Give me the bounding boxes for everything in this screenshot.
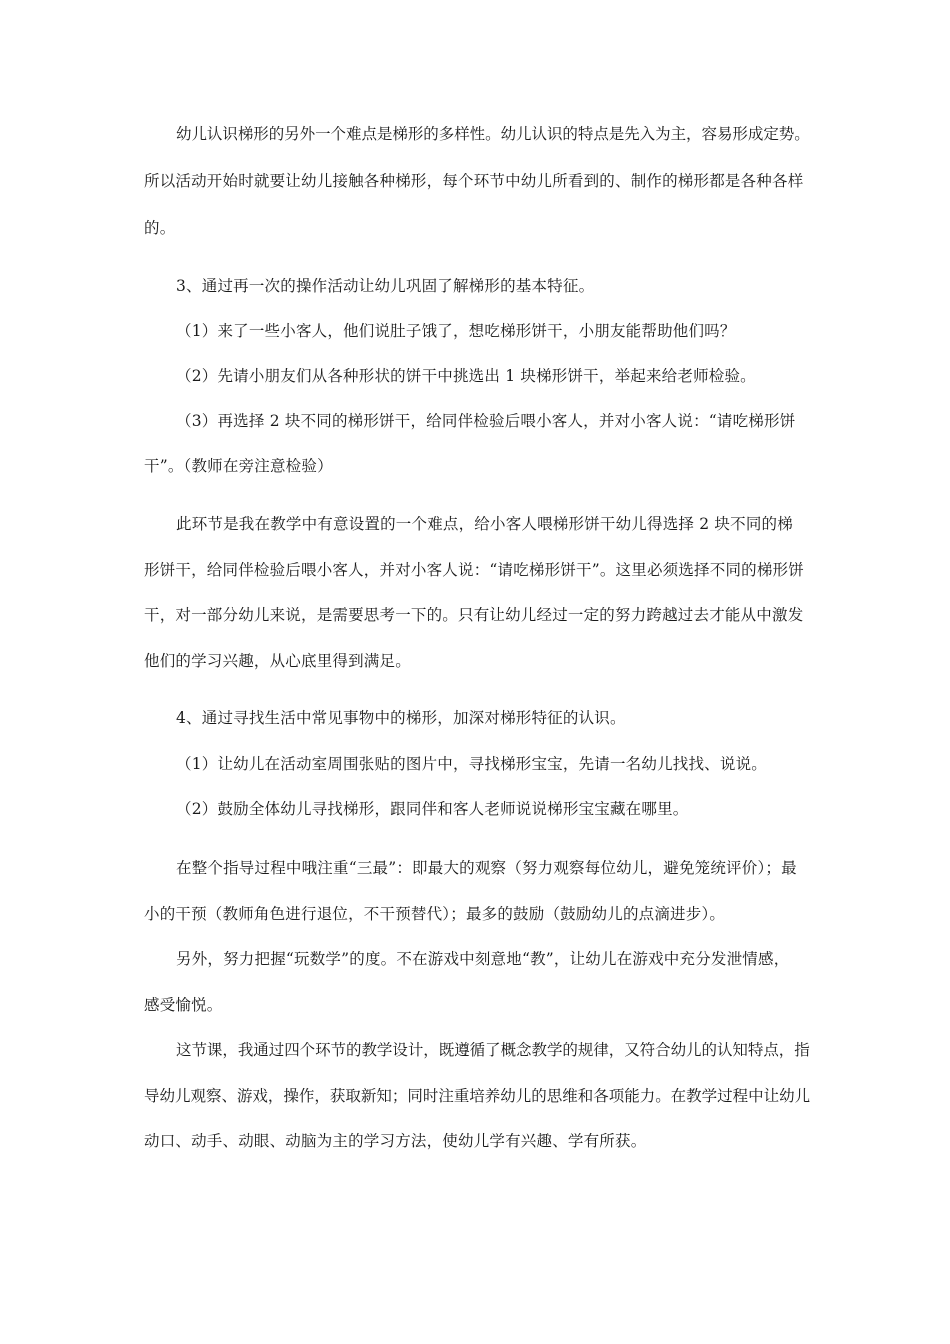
para-trapezoid-diversity-line-1: 幼儿认识梯形的另外一个难点是梯形的多样性。幼儿认识的特点是先入为主，容易形成定势。	[176, 125, 810, 143]
para-play-math-line-2: 感受愉悦。	[144, 996, 223, 1014]
para-play-math-line-1: 另外，努力把握“玩数学”的度。不在游戏中刻意地“教”，让幼儿在游戏中充分发泄情感，	[176, 950, 790, 968]
para-summary-line-1: 这节课，我通过四个环节的教学设计，既遵循了概念教学的规律，又符合幼儿的认知特点，指	[176, 1041, 810, 1059]
section-4-item-1: （1）让幼儿在活动室周围张贴的图片中，寻找梯形宝宝，先请一名幼儿找找、说说。	[176, 755, 767, 773]
section-3-item-2: （2）先请小朋友们从各种形状的饼干中挑选出 1 块梯形饼干，举起来给老师检验。	[176, 367, 756, 385]
para-summary-line-2: 导幼儿观察、游戏，操作，获取新知；同时注重培养幼儿的思维和各项能力。在教学过程中让幼儿	[144, 1087, 811, 1105]
para-difficulty-design-line-2: 形饼干，给同伴检验后喂小客人，并对小客人说：“请吃梯形饼干”。这里必须选择不同的梯形饼	[144, 561, 804, 579]
para-three-most-line-1: 在整个指导过程中哦注重“三最”：即最大的观察（努力观察每位幼儿，避免笼统评价）；最	[176, 859, 797, 877]
section-3-item-1: （1）来了一些小客人，他们说肚子饿了，想吃梯形饼干，小朋友能帮助他们吗？	[176, 322, 736, 340]
para-three-most-line-2: 小的干预（教师角色进行退位，不干预替代）；最多的鼓励（鼓励幼儿的点滴进步）。	[144, 905, 726, 923]
section-3-item-3-line-1: （3）再选择 2 块不同的梯形饼干，给同伴检验后喂小客人，并对小客人说：“请吃梯形饼	[176, 412, 796, 430]
section-4-item-2: （2）鼓励全体幼儿寻找梯形，跟同伴和客人老师说说梯形宝宝藏在哪里。	[176, 800, 689, 818]
para-difficulty-design-line-3: 干，对一部分幼儿来说，是需要思考一下的。只有让幼儿经过一定的努力跨越过去才能从中激发	[144, 606, 804, 624]
section-3-heading: 3、通过再一次的操作活动让幼儿巩固了解梯形的基本特征。	[176, 277, 595, 295]
section-4-heading: 4、通过寻找生活中常见事物中的梯形，加深对梯形特征的认识。	[176, 709, 626, 727]
section-3-item-3-line-2: 干”。（教师在旁注意检验）	[144, 457, 333, 475]
para-summary-line-3: 动口、动手、动眼、动脑为主的学习方法，使幼儿学有兴趣、学有所获。	[144, 1132, 647, 1150]
para-trapezoid-diversity-line-3: 的。	[144, 219, 176, 237]
para-difficulty-design-line-1: 此环节是我在教学中有意设置的一个难点，给小客人喂梯形饼干幼儿得选择 2 块不同的梯	[176, 515, 793, 533]
para-difficulty-design-line-4: 他们的学习兴趣，从心底里得到满足。	[144, 652, 411, 670]
para-trapezoid-diversity-line-2: 所以活动开始时就要让幼儿接触各种梯形，每个环节中幼儿所看到的、制作的梯形都是各种各样	[144, 172, 804, 190]
